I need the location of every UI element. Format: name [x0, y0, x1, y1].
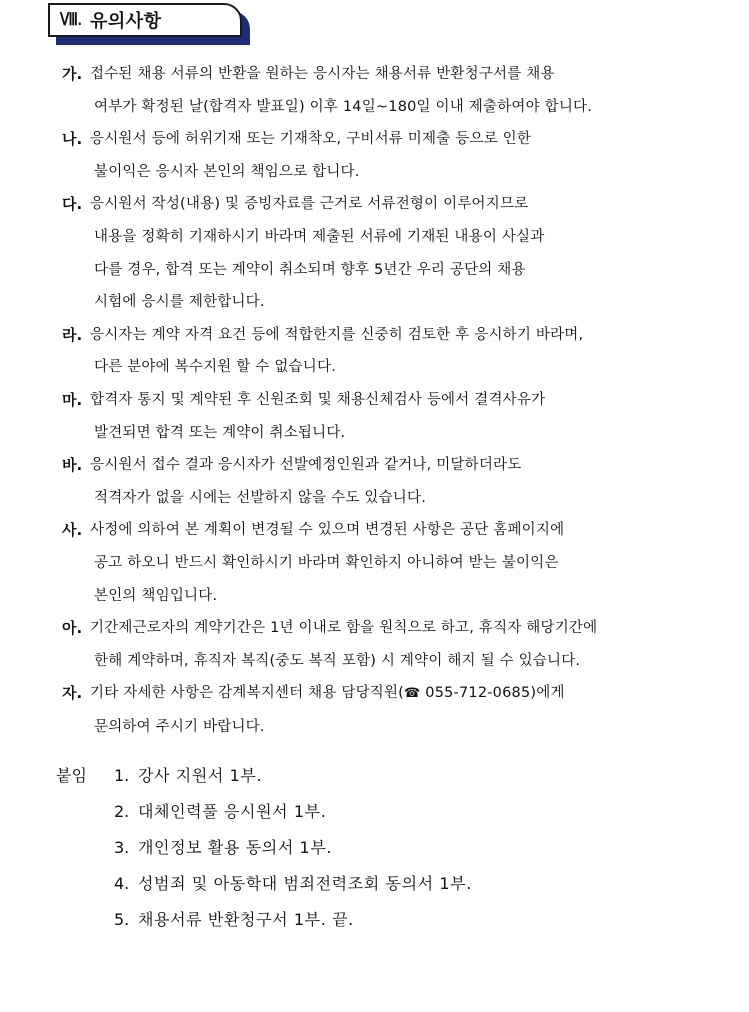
notice-item	[62, 188, 712, 318]
contact-notice-item	[62, 677, 712, 743]
notice-line: 다른 분야에 복수지원 할 수 없습니다.	[94, 359, 336, 376]
attachment-text: 대체인력풀 응시원서 1부.	[138, 802, 327, 821]
notice-item	[62, 612, 712, 677]
notice-item-label: 바.	[62, 456, 83, 475]
notice-line: 다를 경우, 합격 또는 계약이 취소되며 향후 5년간 우리 공단의 채용	[94, 261, 526, 278]
attachment-item	[56, 866, 472, 902]
section-header	[48, 3, 252, 47]
notice-item-label: 라.	[62, 325, 83, 344]
attachment-number: 2.	[114, 802, 130, 821]
attachment-text: 채용서류 반환청구서 1부. 끝.	[138, 910, 354, 929]
contact-text-after: )에게	[530, 685, 565, 702]
attachment-text: 개인정보 활용 동의서 1부.	[138, 838, 333, 857]
notice-item	[62, 514, 712, 612]
notice-line: 응시자는 계약 자격 요건 등에 적합한지를 신중히 검토한 후 응시하기 바라며,	[90, 326, 584, 343]
notice-line: 한해 계약하며, 휴직자 복직(중도 복직 포함) 시 계약이 해지 될 수 있습니다.	[94, 652, 581, 669]
attachment-number: 5.	[114, 910, 130, 929]
notice-line: 사정에 의하여 본 계획이 변경될 수 있으며 변경된 사항은 공단 홈페이지에	[90, 522, 565, 539]
notice-line: 응시원서 등에 허위기재 또는 기재착오, 구비서류 미제출 등으로 인한	[90, 131, 532, 148]
attachment-text: 성범죄 및 아동학대 범죄전력조회 동의서 1부.	[138, 874, 472, 893]
section-title: 유의사항	[90, 11, 162, 32]
contact-line	[90, 677, 712, 711]
attachments-list	[56, 758, 472, 938]
notice-line: 발견되면 합격 또는 계약이 취소됩니다.	[94, 424, 346, 441]
notice-line: 여부가 확정된 날(합격자 발표일) 이후 14일~180일 이내 제출하여야 합니다.	[94, 98, 593, 115]
notice-item-label: 다.	[62, 195, 83, 214]
notice-list	[62, 58, 712, 743]
notice-line: 내용을 정확히 기재하시기 바라며 제출된 서류에 기재된 내용이 사실과	[94, 228, 545, 245]
notice-item-label: 마.	[62, 390, 83, 409]
attachment-item	[56, 830, 472, 866]
notice-line: 응시원서 작성(내용) 및 증빙자료를 근거로 서류전형이 이루어지므로	[90, 196, 529, 213]
notice-item	[62, 123, 712, 188]
attachment-item	[56, 794, 472, 830]
notice-item-label: 아.	[62, 619, 83, 638]
notice-item	[62, 58, 712, 123]
notice-item-label: 사.	[62, 521, 83, 540]
attachment-text: 강사 지원서 1부.	[138, 766, 263, 785]
contact-phone-number: 055-712-0685	[425, 685, 531, 702]
attachments-label: 붙임	[56, 766, 87, 785]
notice-line: 불이익은 응시자 본인의 책임으로 합니다.	[94, 163, 360, 180]
notice-item	[62, 319, 712, 384]
attachment-item	[56, 902, 472, 938]
notice-line: 기간제근로자의 계약기간은 1년 이내로 함을 원칙으로 하고, 휴직자 해당기간에	[90, 620, 598, 637]
notice-line: 접수된 채용 서류의 반환을 원하는 응시자는 채용서류 반환청구서를 채용	[90, 66, 555, 82]
notice-line: 공고 하오니 반드시 확인하시기 바라며 확인하지 아니하여 받는 불이익은	[94, 554, 559, 571]
section-number: Ⅷ.	[60, 10, 82, 29]
notice-item	[62, 449, 712, 514]
notice-line: 시험에 응시를 제한합니다.	[94, 294, 265, 311]
notice-line: 문의하여 주시기 바랍니다.	[94, 718, 265, 735]
attachment-number: 3.	[114, 838, 130, 857]
notice-line: 합격자 통지 및 계약된 후 신원조회 및 채용신체검사 등에서 결격사유가	[90, 391, 546, 408]
attachment-number: 4.	[114, 874, 130, 893]
notice-line: 응시원서 접수 결과 응시자가 선발예정인원과 같거나, 미달하더라도	[90, 457, 522, 474]
notice-item	[62, 384, 712, 449]
notice-line: 적격자가 없을 시에는 선발하지 않을 수도 있습니다.	[94, 489, 427, 506]
notice-item-label: 가.	[62, 65, 83, 83]
attachment-item	[56, 758, 472, 794]
phone-icon: ☎	[404, 686, 421, 702]
notice-line: 본인의 책임입니다.	[94, 587, 218, 604]
attachment-number: 1.	[114, 766, 130, 785]
contact-text-before: 기타 자세한 사항은 감계복지센터 채용 담당직원(	[90, 685, 405, 702]
notice-item-label: 자.	[62, 684, 83, 703]
section-header-box	[48, 3, 242, 37]
notice-item-label: 나.	[62, 130, 83, 149]
